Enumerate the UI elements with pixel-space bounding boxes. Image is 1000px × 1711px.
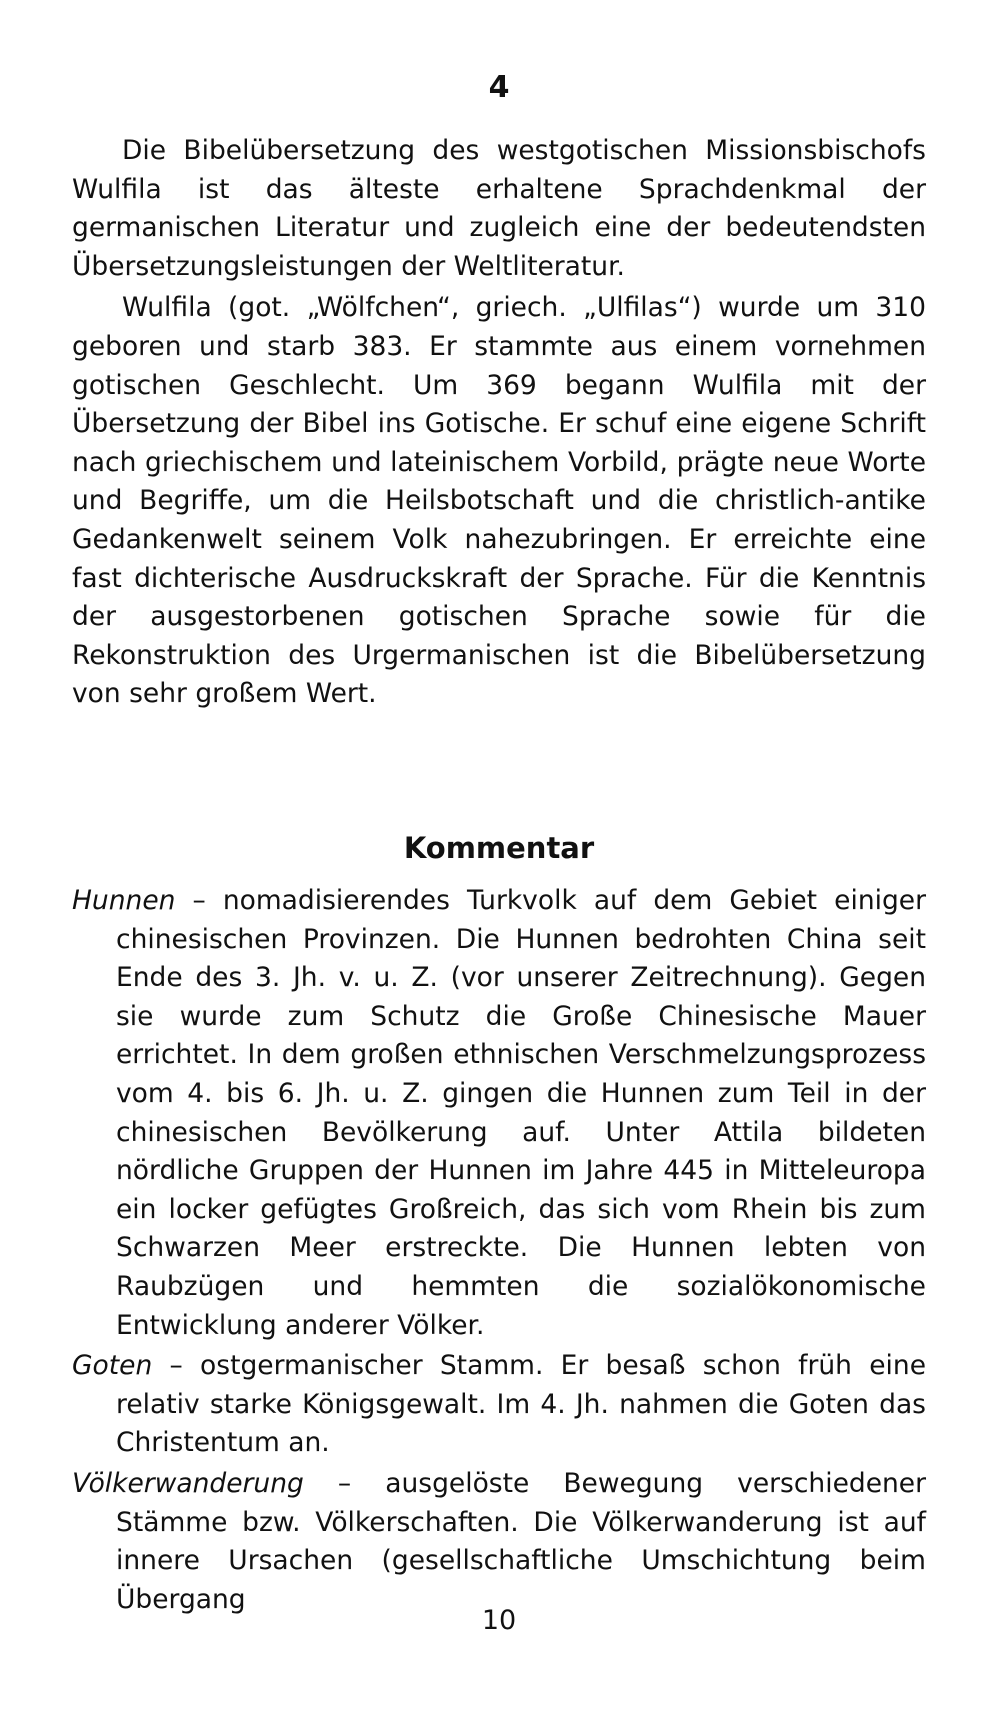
main-text (72, 132, 926, 714)
commentary-definition: – nomadisierendes Turkvolk auf dem Gebiet einiger chinesischen Provinzen. Die Hunnen bedrohten China seit Ende des 3. Jh. v. u. Z. (vor unserer Zeitrechnung). Gegen sie wurde zum Schutz die Große Chinesische Mauer errichtet. In dem großen ethnischen Verschmelzungsprozess vom 4. bis 6. Jh. u. Z. gingen die Hunnen zum Teil in der chinesischen Bevölkerung auf. Unter Attila bildeten nördliche Gruppen der Hunnen im Jahre 445 in Mitteleuropa ein locker gefügtes Großreich, das sich vom Rhein bis zum Schwarzen Meer erstreckte. Die Hunnen lebten von Raubzügen und hemmten die sozialökonomische Entwicklung anderer Völker. (116, 885, 926, 1341)
commentary-term: Goten (72, 1350, 153, 1382)
paragraph: Wulfila (got. „Wölfchen“, griech. „Ulfilas“) wurde um 310 geboren und starb 383. Er stammte aus einem vornehmen gotischen Geschlecht. Um 369 begann Wulfila mit der Übersetzung der Bibel ins Gotische. Er schuf eine eigene Schrift nach griechischem und lateinischem Vorbild, prägte neue Worte und Begriffe, um die Heilsbotschaft und die christlich-antike Gedankenwelt seinem Volk nahezubringen. Er erreichte eine fast dichterische Ausdruckskraft der Sprache. Für die Kenntnis der ausgestorbenen gotischen Sprache sowie für die Rekonstruktion des Urgermanischen ist die Bibelübersetzung von sehr großem Wert. (72, 292, 926, 710)
commentary-entry (72, 1347, 926, 1463)
commentary-entry (72, 882, 926, 1345)
commentary-term: Völkerwanderung (72, 1467, 304, 1499)
page-number: 10 (481, 1605, 517, 1636)
book-page (72, 0, 926, 1711)
commentary-heading: Kommentar (403, 831, 595, 865)
commentary-definition: – ostgermanischer Stamm. Er besaß schon früh eine relativ starke Königsgewalt. Im 4. Jh. nahmen die Goten das Christentum an. (116, 1350, 926, 1459)
paragraph: Die Bibelübersetzung des westgotischen Missionsbischofs Wulfila ist das älteste erhaltene Sprachdenkmal der germanischen Literatur und zugleich eine der bedeutendsten Übersetzungsleistungen der Weltliteratur. (72, 135, 926, 282)
commentary-term: Hunnen (72, 885, 176, 916)
section-number: 4 (488, 70, 510, 105)
commentary-entry (72, 1465, 926, 1619)
commentary-list (72, 882, 926, 1621)
commentary-definition: – ausgelöste Bewegung verschiedener Stämme bzw. Völkerschaften. Die Völkerwanderung ist auf innere Ursachen (gesellschaftliche Umschichtung beim Übergang (116, 1467, 926, 1615)
